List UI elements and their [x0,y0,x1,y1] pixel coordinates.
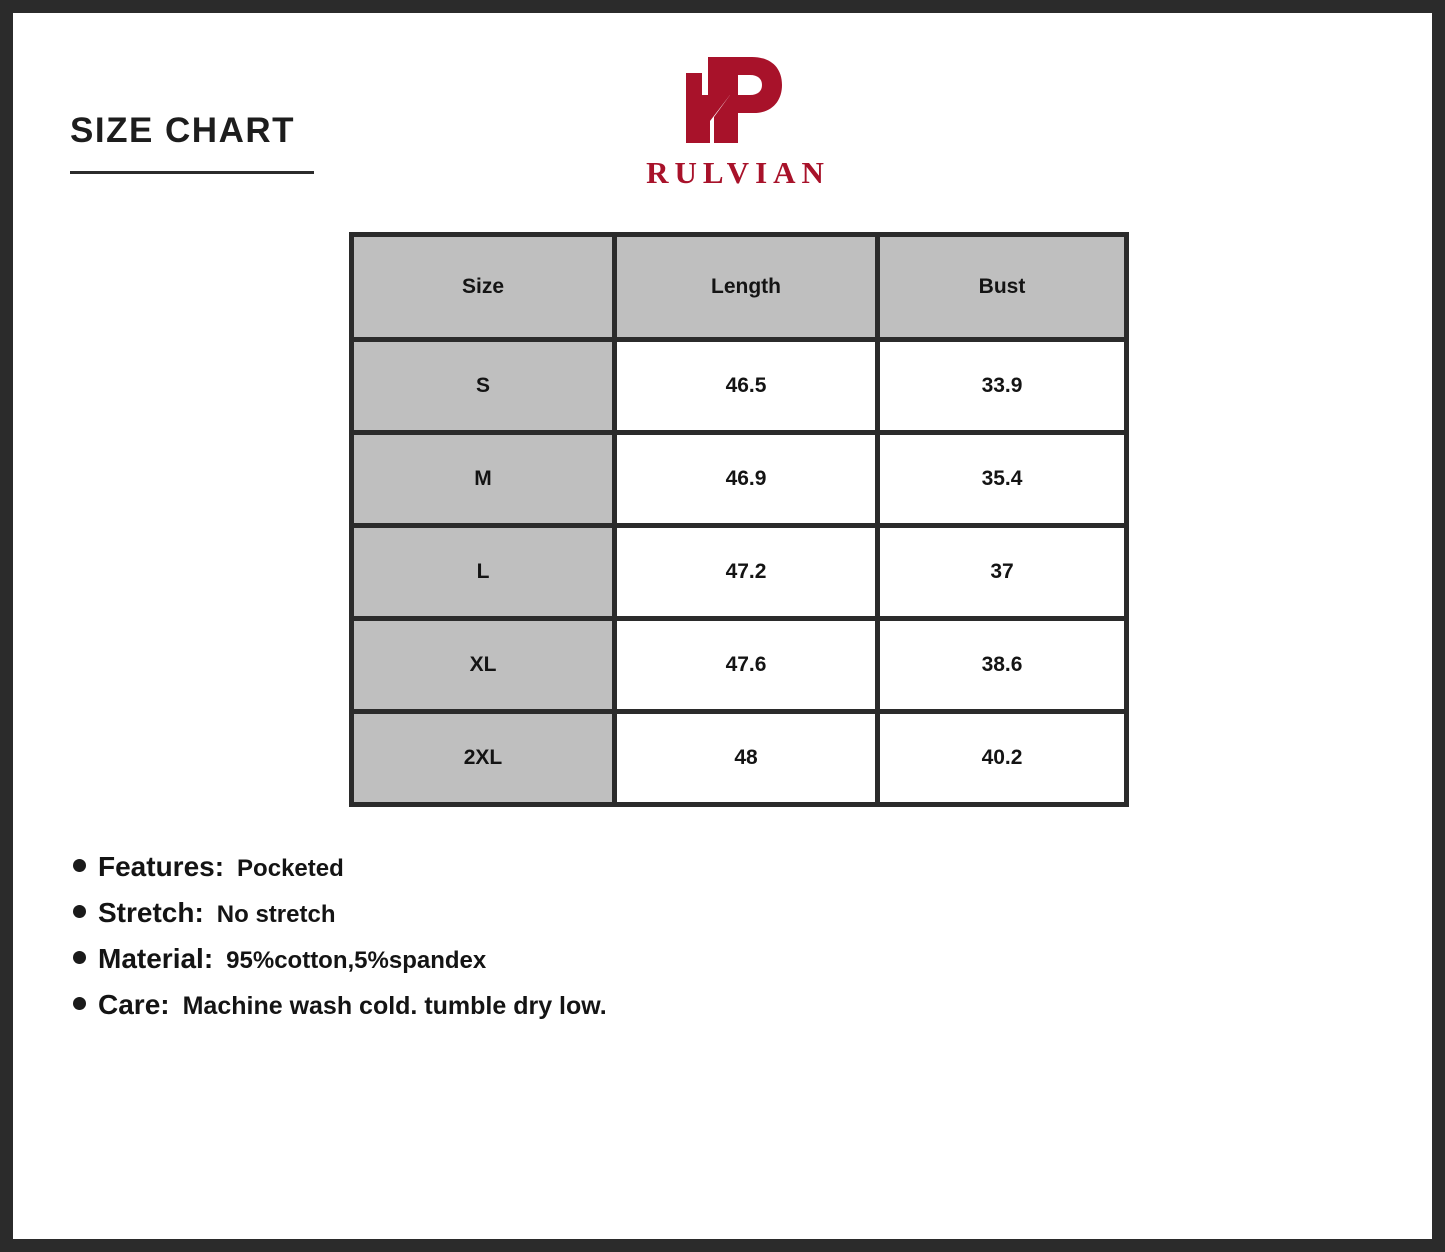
cell-bust: 35.4 [880,435,1124,523]
column-header-size: Size [354,237,612,337]
bullet-icon [73,951,86,964]
cell-size: 2XL [354,714,612,802]
table-row [354,621,1124,709]
brand-name: RULVIAN [646,155,830,190]
cell-length: 46.9 [617,435,875,523]
cell-length: 47.2 [617,528,875,616]
cell-length: 48 [617,714,875,802]
cell-bust: 40.2 [880,714,1124,802]
list-item [73,897,1073,929]
product-details-list [73,851,1073,1035]
detail-label-material: Material: [98,943,214,974]
page-inner [13,13,1432,1239]
size-table [349,232,1129,807]
detail-value-features: Pocketed [237,855,344,882]
cell-size: XL [354,621,612,709]
cell-length: 46.5 [617,342,875,430]
cell-size: M [354,435,612,523]
table-row [354,435,1124,523]
cell-size: S [354,342,612,430]
title-divider [70,171,314,174]
table-row [354,528,1124,616]
rulvian-r-logo-icon [618,55,858,147]
bullet-icon [73,905,86,918]
brand-block [618,55,858,191]
size-table-wrapper [349,232,1119,807]
table-header-row [354,237,1124,337]
bullet-icon [73,997,86,1010]
cell-bust: 38.6 [880,621,1124,709]
detail-value-care: Machine wash cold. tumble dry low. [182,992,607,1020]
page-title: SIZE CHART [70,111,295,150]
detail-label-features: Features: [98,851,225,882]
cell-bust: 37 [880,528,1124,616]
column-header-bust: Bust [880,237,1124,337]
cell-bust: 33.9 [880,342,1124,430]
column-header-length: Length [617,237,875,337]
list-item [73,851,1073,883]
detail-value-stretch: No stretch [216,901,336,928]
cell-length: 47.6 [617,621,875,709]
table-row [354,714,1124,802]
list-item [73,989,1073,1021]
detail-label-care: Care: [98,989,170,1020]
list-item [73,943,1073,975]
table-row [354,342,1124,430]
detail-value-material: 95%cotton,5%spandex [226,947,487,974]
bullet-icon [73,859,86,872]
page-title-block [70,113,330,174]
cell-size: L [354,528,612,616]
detail-label-stretch: Stretch: [98,897,204,928]
